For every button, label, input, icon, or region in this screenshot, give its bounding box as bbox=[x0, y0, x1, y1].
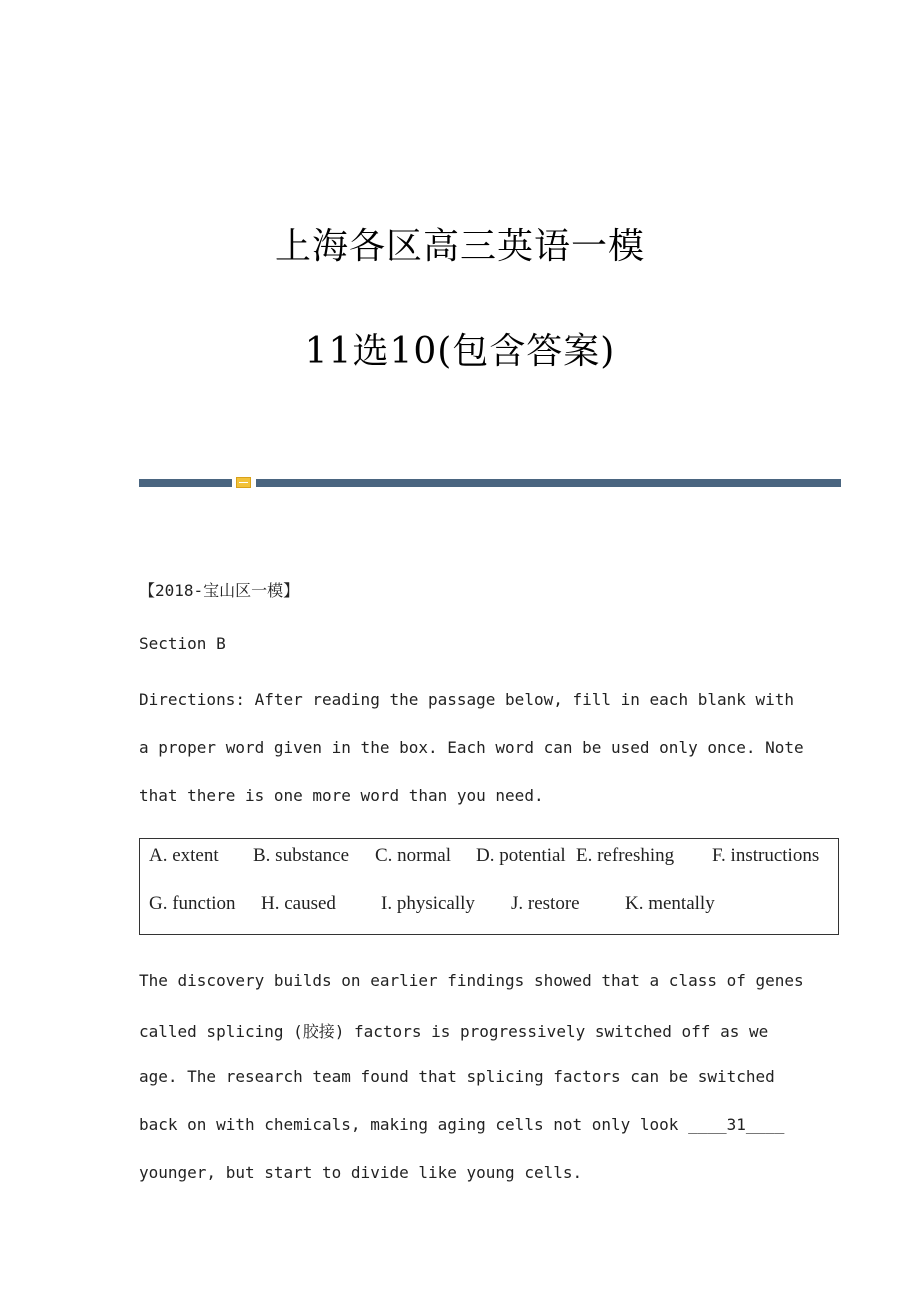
passage-line: back on with chemicals, making aging cells not only look ____31____ bbox=[139, 1115, 785, 1134]
passage-line: age. The research team found that splicing factors can be switched bbox=[139, 1067, 775, 1086]
word-option: H. caused bbox=[261, 893, 336, 914]
word-option: D. potential bbox=[476, 845, 566, 866]
passage-line: The discovery builds on earlier findings showed that a class of genes bbox=[139, 971, 804, 990]
word-option: K. mentally bbox=[625, 893, 715, 914]
document-title-line-1: 上海各区高三英语一模 bbox=[274, 226, 645, 267]
divider-bar-right bbox=[256, 479, 841, 487]
word-option: E. refreshing bbox=[576, 845, 675, 866]
passage-line: younger, but start to divide like young cells. bbox=[139, 1163, 583, 1182]
word-option: F. instructions bbox=[712, 845, 820, 866]
exam-heading: 【2018-宝山区一模】 bbox=[139, 581, 300, 600]
directions-line: Directions: After reading the passage below, fill in each blank with bbox=[139, 690, 795, 709]
word-option: J. restore bbox=[511, 893, 580, 914]
word-option: A. extent bbox=[149, 845, 219, 866]
word-option: G. function bbox=[149, 893, 236, 914]
directions-line: that there is one more word than you need. bbox=[139, 786, 544, 805]
word-option: C. normal bbox=[375, 845, 451, 866]
word-option: I. physically bbox=[381, 893, 475, 914]
directions-line: a proper word given in the box. Each word can be used only once. Note bbox=[139, 738, 804, 757]
passage-line: called splicing (胶接) factors is progressively switched off as we bbox=[139, 1022, 769, 1041]
document-title-line-2: 11选10(包含答案) bbox=[304, 331, 616, 372]
envelope-icon bbox=[236, 477, 251, 488]
word-option: B. substance bbox=[253, 845, 350, 866]
divider-bar-left bbox=[139, 479, 232, 487]
word-bank-box bbox=[139, 838, 839, 935]
section-label: Section B bbox=[139, 634, 226, 653]
